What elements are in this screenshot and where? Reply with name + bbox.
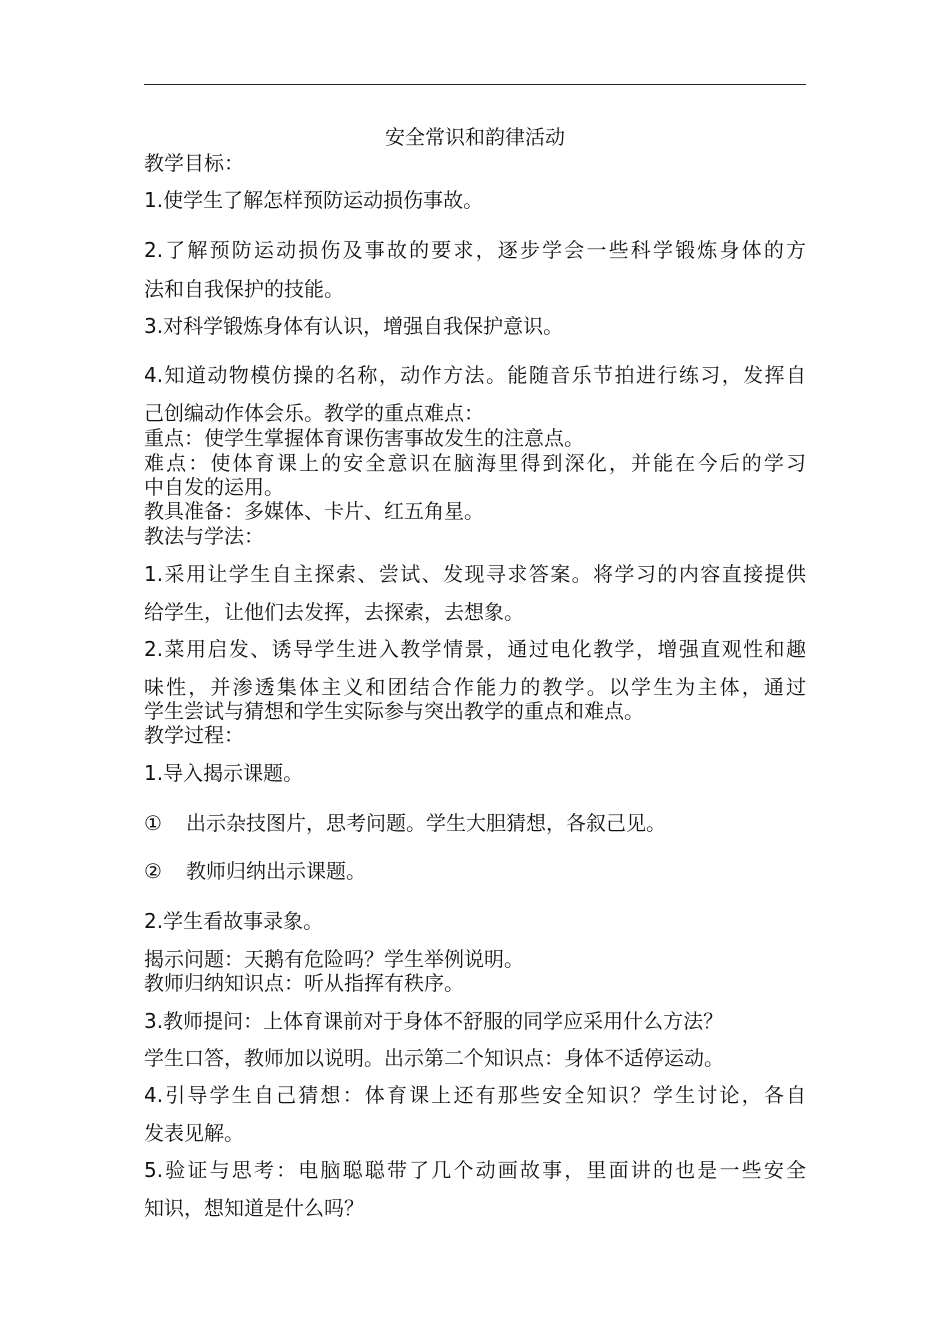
paragraph-line: 己创编动作体会乐。教学的重点难点： [144,401,484,425]
paragraph-line: 给学生，让他们去发挥，去探索，去想象。 [144,600,524,624]
paragraph-line: 1.采用让学生自主探索、尝试、发现寻求答案。将学习的内容直接提供 [144,562,806,586]
paragraph-line: 教师归纳知识点：听从指挥有秩序。 [144,971,464,995]
paragraph-line: 4.引导学生自己猜想：体育课上还有那些安全知识？学生讨论，各自 [144,1083,806,1107]
paragraph-line: 教具准备：多媒体、卡片、红五角星。 [144,499,484,523]
paragraph-line: 3.对科学锻炼身体有认识，增强自我保护意识。 [144,314,564,338]
paragraph-line: 学生尝试与猜想和学生实际参与突出教学的重点和难点。 [144,699,644,723]
list-item-text: 教师归纳出示课题。 [186,859,366,883]
paragraph-line: 1.使学生了解怎样预防运动损伤事故。 [144,188,484,212]
paragraph-line: 味性，并渗透集体主义和团结合作能力的教学。以学生为主体，通过 [144,675,806,699]
paragraph-line: 1.导入揭示课题。 [144,761,304,785]
page-title: 安全常识和韵律活动 [385,125,565,149]
heading-objectives: 教学目标： [144,151,244,175]
paragraph-line: 4.知道动物模仿操的名称，动作方法。能随音乐节拍进行练习，发挥自 [144,363,806,387]
header-rule [144,84,806,85]
paragraph-line: 5.验证与思考：电脑聪聪带了几个动画故事，里面讲的也是一些安全 [144,1158,806,1182]
circled-number-marker: ② [144,859,162,883]
paragraph-line: 2.了解预防运动损伤及事故的要求，逐步学会一些科学锻炼身体的方 [144,238,806,262]
paragraph-line: 发表见解。 [144,1121,244,1145]
paragraph-line: 2.学生看故事录象。 [144,909,324,933]
paragraph-line: 法和自我保护的技能。 [144,277,344,301]
paragraph-line: 3.教师提问：上体育课前对于身体不舒服的同学应采用什么方法？ [144,1009,724,1033]
heading-process: 教学过程： [144,723,244,747]
circled-number-marker: ① [144,811,162,835]
paragraph-line: 揭示问题：天鹅有危险吗？学生举例说明。 [144,947,524,971]
paragraph-line: 重点：使学生掌握体育课伤害事故发生的注意点。 [144,426,584,450]
paragraph-line: 2.菜用启发、诱导学生进入教学情景，通过电化教学，增强直观性和趣 [144,637,806,661]
paragraph-line: 中自发的运用。 [144,475,284,499]
paragraph-line: 知识，想知道是什么吗？ [144,1196,364,1220]
list-item-text: 出示杂技图片，思考问题。学生大胆猜想，各叙己见。 [186,811,666,835]
paragraph-line: 难点：使体育课上的安全意识在脑海里得到深化，并能在今后的学习 [144,451,806,475]
heading-methods: 教法与学法： [144,524,264,548]
paragraph-line: 学生口答，教师加以说明。出示第二个知识点：身体不适停运动。 [144,1046,724,1070]
